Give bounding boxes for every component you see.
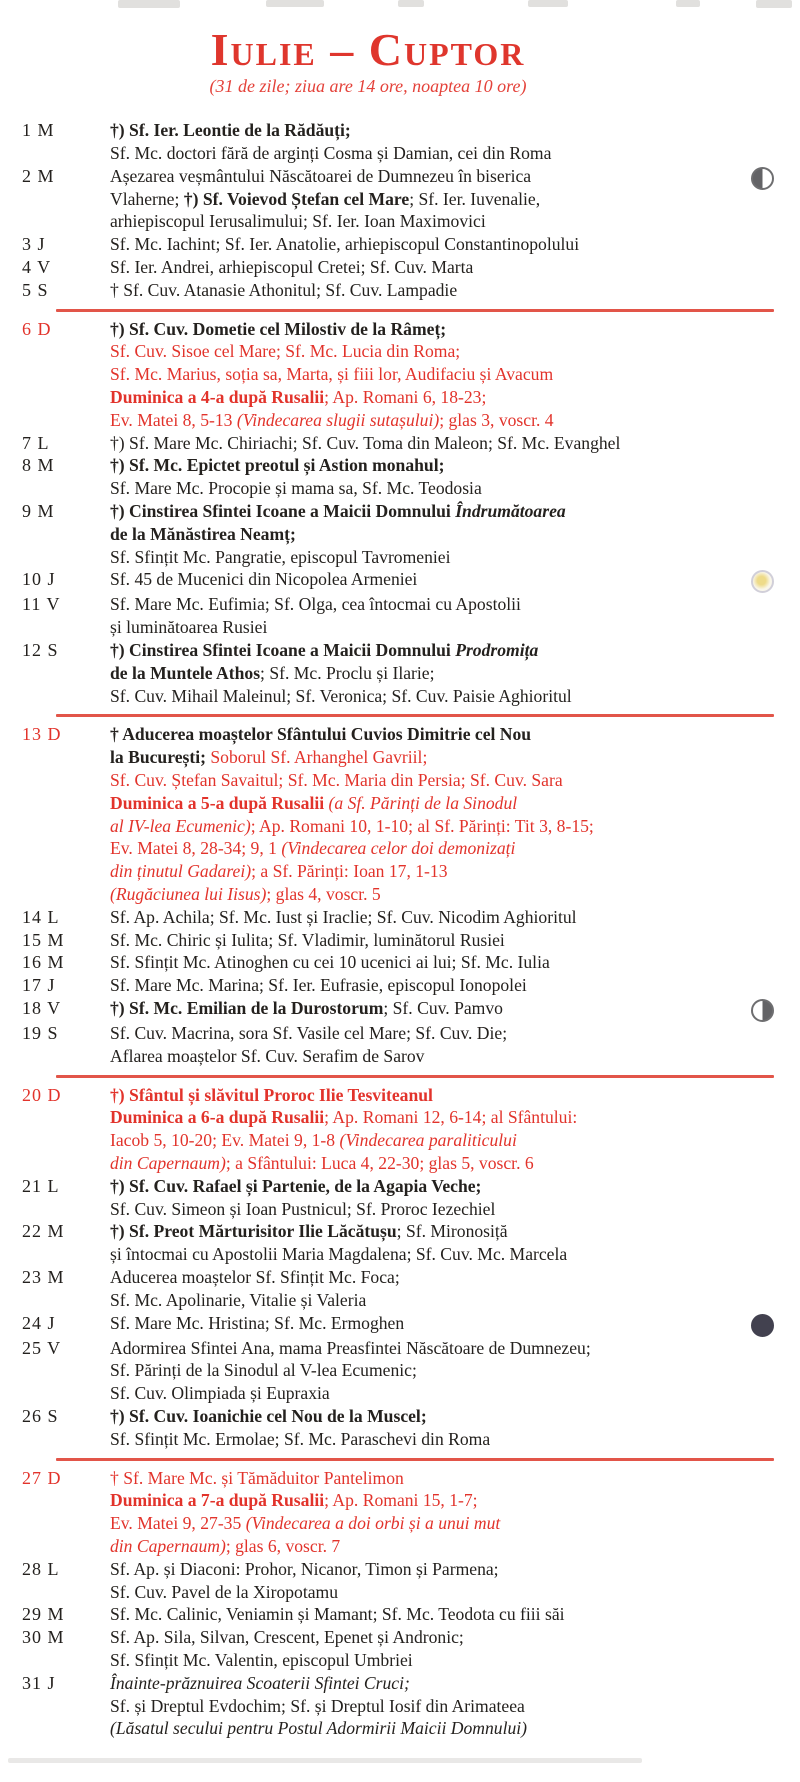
day-label: 12 S xyxy=(22,640,59,661)
calendar-day-row xyxy=(22,454,774,500)
entry-line xyxy=(110,1289,730,1312)
sunday-separator-line xyxy=(56,1458,774,1461)
entry-text-segment: †) Sfântul și slăvitul Proroc Ilie Tesviteanul xyxy=(110,1084,433,1105)
day-label: 15 M xyxy=(22,929,65,950)
entry-text-segment: Sf. Părinți de la Sinodul al V-lea Ecumenic; xyxy=(110,1360,417,1381)
entry-line xyxy=(110,1695,730,1718)
entry-text-segment: ; glas 4, voscr. 5 xyxy=(266,884,381,904)
entry-text-segment: Așezarea veșmântului Născătoarei de Dumnezeu în biserica xyxy=(110,165,532,186)
moon-column xyxy=(730,1626,774,1628)
entry-text-segment: Sf. Cuv. Sisoe cel Mare; Sf. Mc. Lucia din Roma; xyxy=(110,341,461,362)
moon-column xyxy=(730,1672,774,1674)
day-label: 24 J xyxy=(22,1312,56,1333)
entry-line xyxy=(110,1672,730,1695)
sunday-separator-line xyxy=(56,1075,774,1078)
scan-artifact-bottom-rule xyxy=(8,1758,642,1763)
entry-text-segment: Iacob 5, 10-20; Ev. Matei 9, 1-8 xyxy=(110,1130,340,1151)
entry-text-segment: †) Sf. Mc. Emilian de la Durostorum xyxy=(110,997,384,1018)
entry-text-segment: Sf. Mc. Chiric și Iulita; Sf. Vladimir, luminătorul Rusiei xyxy=(110,929,505,950)
moon-column xyxy=(730,951,774,953)
moon-column xyxy=(730,929,774,931)
entry-text-segment: Sf. Mc. Apolinarie, Vitalie și Valeria xyxy=(110,1289,367,1310)
calendar-day-row xyxy=(22,233,774,256)
entry-text-segment: Ev. Matei 8, 28-34; 9, 1 xyxy=(110,838,282,859)
entry-text-segment: Sf. Cuv. Olimpiada și Eupraxia xyxy=(110,1383,330,1404)
entry-text-segment: Sf. Cuv. Simeon și Ioan Pustnicul; Sf. Proroc Iezechiel xyxy=(110,1198,496,1219)
entry-line xyxy=(110,1405,730,1428)
entry-line xyxy=(110,593,730,616)
entry-text-segment: ; Sf. Cuv. Pamvo xyxy=(383,997,503,1018)
entry-line xyxy=(110,837,730,860)
entry-text-segment: Duminica a 5-a după Rusalii xyxy=(110,792,329,813)
entry-text-segment: al IV-lea Ecumenic) xyxy=(110,815,251,836)
entry-text-segment: și întocmai cu Apostolii Maria Magdalena; Sf. Cuv. Mc. Marcela xyxy=(110,1244,568,1265)
entry-text-segment: Sf. Ier. Andrei, arhiepiscopul Cretei; Sf. Cuv. Marta xyxy=(110,257,474,278)
entry-line xyxy=(110,906,730,929)
entry-text-segment: din Capernaum) xyxy=(110,1152,226,1173)
calendar-day-row xyxy=(22,929,774,952)
day-text xyxy=(110,1467,730,1558)
page-title: Iulie – Cuptor xyxy=(210,24,526,75)
entry-text-segment: ; glas 6, voscr. 7 xyxy=(225,1535,341,1556)
entry-text-segment: Duminica a 6-a după Rusalii xyxy=(110,1107,325,1128)
calendar-day-row xyxy=(22,568,774,593)
entry-text-segment: (Rugăciunea lui Iisus) xyxy=(110,884,267,904)
moon-column xyxy=(730,1220,774,1222)
moon-column xyxy=(730,119,774,121)
moon-column xyxy=(730,1175,774,1177)
day-label: 28 L xyxy=(22,1558,60,1579)
entry-text-segment: †) Sf. Cuv. Rafael și Partenie, de la Agapia Veche; xyxy=(110,1175,482,1196)
day-label: 23 M xyxy=(22,1266,65,1287)
calendar-day-row xyxy=(22,974,774,997)
entry-text-segment: arhiepiscopul Ierusalimului; Sf. Ier. Ioan Maximovici xyxy=(110,211,486,232)
moon-column xyxy=(730,454,774,456)
entry-text-segment: ; a Sfântului: Luca 4, 22-30; glas 5, voscr. 6 xyxy=(225,1152,534,1173)
entry-text-segment: Ev. Matei 8, 5-13 xyxy=(110,409,237,430)
day-text xyxy=(110,1312,730,1335)
moon-column xyxy=(730,974,774,976)
entry-line xyxy=(110,1428,730,1451)
day-label: 30 M xyxy=(22,1627,65,1648)
calendar-day-row xyxy=(22,723,774,905)
day-label: 26 S xyxy=(22,1405,59,1426)
entry-text-segment: †) Sf. Voievod Ștefan cel Mare xyxy=(183,188,410,209)
entry-text-segment: de la Mănăstirea Neamț; xyxy=(110,523,296,544)
day-label: 2 M xyxy=(22,165,55,186)
entry-line xyxy=(110,792,730,815)
entry-line xyxy=(110,1175,730,1198)
entry-line xyxy=(110,1220,730,1243)
moon-column xyxy=(730,1405,774,1407)
entry-line xyxy=(110,279,730,302)
calendar-day-row xyxy=(22,1022,774,1068)
entry-text-segment: din Capernaum) xyxy=(110,1535,226,1556)
calendar-day-row xyxy=(22,1175,774,1221)
day-label: 9 M xyxy=(22,501,55,522)
entry-line xyxy=(110,1382,730,1405)
entry-text-segment: ; glas 3, voscr. 4 xyxy=(439,409,554,430)
entry-line xyxy=(110,1717,730,1740)
day-text xyxy=(110,1266,730,1312)
entry-line xyxy=(110,210,730,233)
entry-text-segment: ; a Sf. Părinți: Ioan 17, 1-13 xyxy=(251,861,448,882)
calendar-day-row xyxy=(22,1603,774,1626)
entry-line xyxy=(110,1198,730,1221)
entry-text-segment: † Aducerea moaștelor Sfântului Cuvios Dimitrie cel Nou xyxy=(110,724,532,745)
entry-line xyxy=(110,1152,730,1175)
moon-column xyxy=(730,1312,774,1337)
moon-column xyxy=(730,1603,774,1605)
day-label: 4 V xyxy=(22,257,52,278)
day-label: 25 V xyxy=(22,1337,62,1358)
entry-text-segment: Aducerea moaștelor Sf. Sfințit Mc. Foca; xyxy=(110,1266,400,1287)
calendar-day-row xyxy=(22,256,774,279)
calendar-day-row xyxy=(22,318,774,432)
entry-text-segment: la București; xyxy=(110,747,211,768)
moon-column xyxy=(730,639,774,641)
entry-line xyxy=(110,1084,730,1107)
day-text xyxy=(110,279,730,302)
moon-phase-left-dark-icon xyxy=(751,167,774,190)
day-label: 10 J xyxy=(22,569,56,590)
entry-line xyxy=(110,1535,730,1558)
entry-line xyxy=(110,1649,730,1672)
calendar-day-row xyxy=(22,1337,774,1405)
entry-text-segment: ; Ap. Romani 6, 18-23; xyxy=(324,387,487,408)
day-label: 29 M xyxy=(22,1604,65,1625)
entry-text-segment: Soborul Sf. Arhanghel Gavriil; xyxy=(210,747,428,768)
entry-text-segment: Înainte-prăznuirea Scoaterii Sfintei Cruci; xyxy=(110,1672,410,1693)
entry-text-segment: † Sf. Cuv. Atanasie Athonitul; Sf. Cuv. Lampadie xyxy=(110,279,458,300)
day-label: 22 M xyxy=(22,1221,65,1242)
entry-text-segment: ; Sf. Mc. Proclu și Ilarie; xyxy=(260,662,435,683)
entry-line xyxy=(110,523,730,546)
day-label: 3 J xyxy=(22,234,46,255)
entry-text-segment: Duminica a 4-a după Rusalii xyxy=(110,387,325,408)
entry-line xyxy=(110,1337,730,1360)
entry-line xyxy=(110,1022,730,1045)
calendar-day-row xyxy=(22,1558,774,1604)
day-text xyxy=(110,165,730,233)
day-text xyxy=(110,1558,730,1604)
entry-line xyxy=(110,1467,730,1490)
entry-line xyxy=(110,1512,730,1535)
entry-text-segment: de la Muntele Athos xyxy=(110,662,261,683)
entry-line xyxy=(110,769,730,792)
moon-column xyxy=(730,318,774,320)
entry-text-segment: (Vindecarea slugii sutașului) xyxy=(236,409,440,430)
entry-text-segment: Sf. Sfințit Mc. Atinoghen cu cei 10 ucenici ai lui; Sf. Mc. Iulia xyxy=(110,952,550,973)
entry-text-segment: Sf. Cuv. Mihail Maleinul; Sf. Veronica; Sf. Cuv. Paisie Aghioritul xyxy=(110,685,572,706)
moon-phase-right-dark-icon xyxy=(751,999,774,1022)
entry-text-segment: Sf. Mc. Calinic, Veniamin și Mamant; Sf. Mc. Teodota cu fiii săi xyxy=(110,1604,565,1625)
day-label: 1 M xyxy=(22,120,55,141)
day-text xyxy=(110,723,730,905)
entry-line xyxy=(110,1489,730,1512)
calendar-day-row xyxy=(22,639,774,707)
entry-line xyxy=(110,1045,730,1068)
moon-column xyxy=(730,906,774,908)
day-label: 6 D xyxy=(22,318,52,339)
entry-line xyxy=(110,997,730,1020)
entry-text-segment: ; Ap. Romani 15, 1-7; xyxy=(324,1490,478,1511)
entry-line xyxy=(110,256,730,279)
entry-line xyxy=(110,363,730,386)
entry-text-segment: Sf. 45 de Mucenici din Nicopolea Armeniei xyxy=(110,569,418,590)
day-text xyxy=(110,233,730,256)
entry-line xyxy=(110,340,730,363)
calendar-day-row xyxy=(22,1084,774,1175)
day-label: 21 L xyxy=(22,1175,60,1196)
entry-line xyxy=(110,477,730,500)
entry-text-segment: (Lăsatul secului pentru Postul Adormirii Maicii Domnului) xyxy=(110,1718,528,1739)
entry-line xyxy=(110,188,730,211)
calendar-day-row xyxy=(22,1312,774,1337)
entry-line xyxy=(110,568,730,591)
entry-line xyxy=(110,951,730,974)
entry-line xyxy=(110,1243,730,1266)
day-label: 31 J xyxy=(22,1672,56,1693)
entry-line xyxy=(110,454,730,477)
day-text xyxy=(110,1405,730,1451)
moon-column xyxy=(730,1266,774,1268)
entry-text-segment: †) Sf. Cuv. Ioanichie cel Nou de la Muscel; xyxy=(110,1405,427,1426)
entry-text-segment: Sf. Ap. Achila; Sf. Mc. Iust și Iraclie; Sf. Cuv. Nicodim Aghioritul xyxy=(110,906,577,927)
moon-column xyxy=(730,500,774,502)
entry-text-segment: Sf. Mc. Iachint; Sf. Ier. Anatolie, arhiepiscopul Constantinopolului xyxy=(110,234,580,255)
entry-line xyxy=(110,318,730,341)
entry-line xyxy=(110,815,730,838)
entry-text-segment: Sf. Cuv. Macrina, sora Sf. Vasile cel Mare; Sf. Cuv. Die; xyxy=(110,1022,508,1043)
entry-line xyxy=(110,432,730,455)
sunday-separator-line xyxy=(56,714,774,717)
entry-text-segment: Sf. Ap. și Diaconi: Prohor, Nicanor, Timon și Parmena; xyxy=(110,1558,499,1579)
moon-column xyxy=(730,233,774,235)
entry-text-segment: Sf. Sfințit Mc. Pangratie, episcopul Tavromeniei xyxy=(110,546,451,567)
entry-text-segment: din ținutul Gadarei) xyxy=(110,861,252,882)
day-text xyxy=(110,500,730,568)
calendar-day-row xyxy=(22,500,774,568)
entry-text-segment: Sf. Ap. Sila, Silvan, Crescent, Epenet și Andronic; xyxy=(110,1627,464,1648)
entry-line xyxy=(110,723,730,746)
entry-text-segment: †) Sf. Preot Mărturisitor Ilie Lăcătușu xyxy=(110,1221,397,1242)
entry-text-segment: Sf. și Dreptul Evdochim; Sf. și Dreptul Iosif din Arimateea xyxy=(110,1695,525,1716)
entry-text-segment: Duminica a 7-a după Rusalii xyxy=(110,1490,325,1511)
day-text xyxy=(110,1084,730,1175)
calendar-entries xyxy=(22,119,774,1740)
entry-text-segment: Sf. Mc. Marius, soția sa, Marta, și fiii lor, Audifaciu și Avacum xyxy=(110,364,554,385)
entry-line xyxy=(110,746,730,769)
moon-phase-new-icon xyxy=(751,1314,774,1337)
day-label: 11 V xyxy=(22,594,61,615)
entry-line xyxy=(110,1266,730,1289)
entry-text-segment: Sf. Cuv. Ștefan Savaitul; Sf. Mc. Maria din Persia; Sf. Cuv. Sara xyxy=(110,770,563,791)
day-text xyxy=(110,1672,730,1740)
entry-line xyxy=(110,1581,730,1604)
calendar-day-row xyxy=(22,1405,774,1451)
entry-text-segment: Sf. Cuv. Pavel de la Xiropotamu xyxy=(110,1581,339,1602)
entry-line xyxy=(110,546,730,569)
day-text xyxy=(110,454,730,500)
day-text xyxy=(110,568,730,591)
entry-line xyxy=(110,1626,730,1649)
calendar-day-row xyxy=(22,951,774,974)
day-text xyxy=(110,1626,730,1672)
entry-line xyxy=(110,860,730,883)
entry-line xyxy=(110,639,730,662)
entry-text-segment: Sf. Mare Mc. Eufimia; Sf. Olga, cea întocmai cu Apostolii xyxy=(110,594,521,615)
entry-text-segment: (a Sf. Părinți de la Sinodul xyxy=(328,792,518,813)
calendar-day-row xyxy=(22,1220,774,1266)
entry-text-segment: Adormirea Sfintei Ana, mama Preasfintei Născătoare de Dumnezeu; xyxy=(110,1337,591,1358)
day-text xyxy=(110,974,730,997)
calendar-day-row xyxy=(22,997,774,1022)
calendar-day-row xyxy=(22,165,774,233)
entry-text-segment: Sf. Mare Mc. Hristina; Sf. Mc. Ermoghen xyxy=(110,1312,405,1333)
entry-line xyxy=(110,233,730,256)
masthead xyxy=(22,26,774,97)
entry-line xyxy=(110,662,730,685)
entry-line xyxy=(110,500,730,523)
day-label: 16 M xyxy=(22,952,65,973)
entry-line xyxy=(110,142,730,165)
day-text xyxy=(110,639,730,707)
entry-line xyxy=(110,119,730,142)
entry-text-segment: ; Sf. Ier. Iuvenalie, xyxy=(409,188,541,209)
moon-column xyxy=(730,1022,774,1024)
entry-text-segment: Vlaherne; xyxy=(110,188,184,209)
moon-column xyxy=(730,593,774,595)
calendar-day-row xyxy=(22,1266,774,1312)
moon-column xyxy=(730,256,774,258)
entry-line xyxy=(110,1558,730,1581)
day-text xyxy=(110,593,730,639)
moon-column xyxy=(730,1467,774,1469)
entry-text-segment: †) Sf. Mc. Epictet preotul și Astion monahul; xyxy=(110,455,445,476)
entry-text-segment: Aflarea moaștelor Sf. Cuv. Serafim de Sarov xyxy=(110,1045,425,1066)
entry-line xyxy=(110,1359,730,1382)
moon-column xyxy=(730,1084,774,1086)
entry-text-segment: †) Cinstirea Sfintei Icoane a Maicii Domnului xyxy=(110,640,456,661)
calendar-day-row xyxy=(22,593,774,639)
entry-text-segment: (Vindecarea a doi orbi și a unui mut xyxy=(245,1513,501,1534)
moon-column xyxy=(730,165,774,190)
calendar-day-row xyxy=(22,906,774,929)
entry-line xyxy=(110,685,730,708)
day-text xyxy=(110,929,730,952)
entry-text-segment: †) Sf. Ier. Leontie de la Rădăuți; xyxy=(110,120,351,141)
entry-text-segment: ; Sf. Mironosiță xyxy=(396,1221,508,1242)
moon-column xyxy=(730,1558,774,1560)
entry-line xyxy=(110,974,730,997)
day-text xyxy=(110,906,730,929)
entry-text-segment: Sf. Sfințit Mc. Ermolae; Sf. Mc. Paraschevi din Roma xyxy=(110,1428,491,1449)
entry-line xyxy=(110,1106,730,1129)
entry-text-segment: †) Cinstirea Sfintei Icoane a Maicii Domnului xyxy=(110,501,456,522)
moon-column xyxy=(730,723,774,725)
entry-text-segment: Îndrumătoarea xyxy=(455,501,566,522)
entry-line xyxy=(110,929,730,952)
entry-line xyxy=(110,1312,730,1335)
day-label: 18 V xyxy=(22,997,62,1018)
entry-text-segment: Sf. Sfințit Mc. Valentin, episcopul Umbriei xyxy=(110,1649,413,1670)
day-label: 5 S xyxy=(22,279,49,300)
calendar-day-row xyxy=(22,432,774,455)
moon-column xyxy=(730,432,774,434)
calendar-day-row xyxy=(22,1626,774,1672)
entry-text-segment: (Vindecarea celor doi demonizați xyxy=(281,838,516,859)
moon-phase-full-icon xyxy=(751,570,774,593)
day-text xyxy=(110,1337,730,1405)
calendar-day-row xyxy=(22,1467,774,1558)
entry-line xyxy=(110,883,730,906)
day-label: 7 L xyxy=(22,432,50,453)
day-label: 13 D xyxy=(22,724,62,745)
page-subtitle: (31 de zile; ziua are 14 ore, noaptea 10 ore) xyxy=(209,76,527,97)
moon-column xyxy=(730,1337,774,1339)
entry-line xyxy=(110,165,730,188)
day-text xyxy=(110,997,730,1020)
day-label: 20 D xyxy=(22,1084,62,1105)
day-label: 8 M xyxy=(22,455,55,476)
day-label: 27 D xyxy=(22,1467,62,1488)
day-label: 14 L xyxy=(22,906,60,927)
day-text xyxy=(110,1220,730,1266)
entry-line xyxy=(110,1129,730,1152)
entry-line xyxy=(110,409,730,432)
moon-column xyxy=(730,279,774,281)
calendar-day-row xyxy=(22,279,774,302)
day-text xyxy=(110,1175,730,1221)
calendar-day-row xyxy=(22,119,774,165)
moon-column xyxy=(730,997,774,1022)
entry-line xyxy=(110,616,730,639)
day-text xyxy=(110,318,730,432)
entry-text-segment: †) Sf. Mare Mc. Chiriachi; Sf. Cuv. Toma din Maleon; Sf. Mc. Evanghel xyxy=(110,432,621,453)
day-text xyxy=(110,256,730,279)
day-label: 19 S xyxy=(22,1022,59,1043)
day-text xyxy=(110,1603,730,1626)
moon-column xyxy=(730,568,774,593)
entry-text-segment: și luminătoarea Rusiei xyxy=(110,617,268,638)
day-text xyxy=(110,1022,730,1068)
entry-line xyxy=(110,386,730,409)
calendar-day-row xyxy=(22,1672,774,1740)
entry-text-segment: Ev. Matei 9, 27-35 xyxy=(110,1513,246,1534)
day-text xyxy=(110,119,730,165)
entry-text-segment: †) Sf. Cuv. Dometie cel Milostiv de la Râmeț; xyxy=(110,318,447,339)
entry-text-segment: (Vindecarea paraliticului xyxy=(339,1130,517,1151)
sunday-separator-line xyxy=(56,309,774,312)
entry-text-segment: Prodromița xyxy=(455,640,539,661)
day-text xyxy=(110,951,730,974)
entry-text-segment: Sf. Mare Mc. Marina; Sf. Ier. Eufrasie, episcopul Ionopolei xyxy=(110,975,527,996)
day-label: 17 J xyxy=(22,975,56,996)
entry-text-segment: Sf. Mare Mc. Procopie și mama sa, Sf. Mc. Teodosia xyxy=(110,478,482,499)
entry-text-segment: † Sf. Mare Mc. și Tămăduitor Pantelimon xyxy=(110,1467,404,1488)
day-text xyxy=(110,432,730,455)
entry-text-segment: ; Ap. Romani 12, 6-14; al Sfântului: xyxy=(324,1107,578,1128)
entry-line xyxy=(110,1603,730,1626)
entry-text-segment: Sf. Mc. doctori fără de arginți Cosma și Damian, cei din Roma xyxy=(110,143,552,164)
entry-text-segment: ; Ap. Romani 10, 1-10; al Sf. Părinți: Tit 3, 8-15; xyxy=(250,815,594,836)
